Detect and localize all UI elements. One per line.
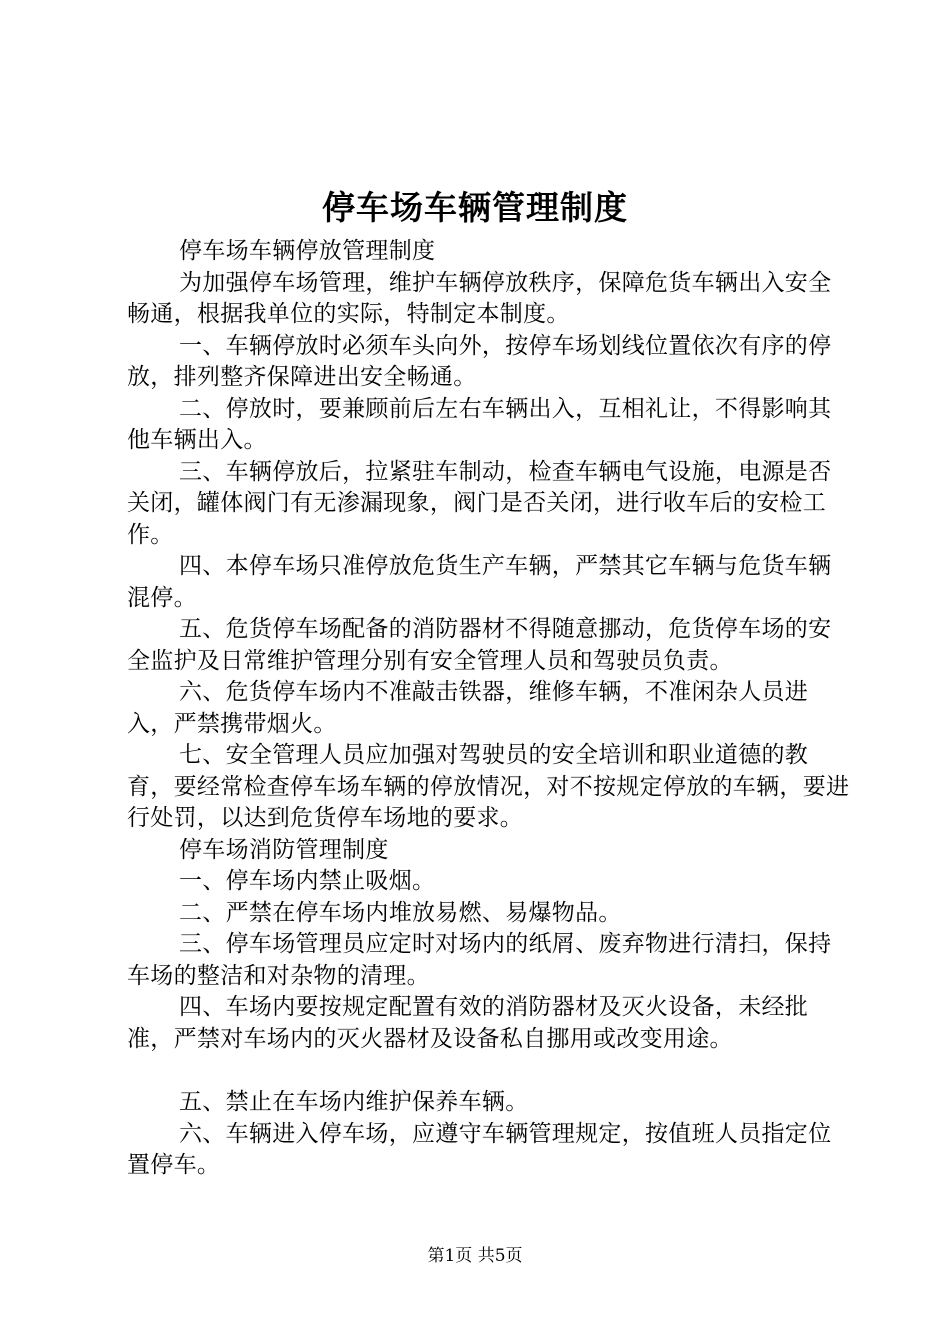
paragraph-rule-5: 五、危货停车场配备的消防器材不得随意挪动，危货停车场的安全监护及日常维护管理分别有安全管理人员和驾驶员负责。 — [127, 616, 832, 674]
paragraph-rule-3: 三、车辆停放后，拉紧驻车制动，检查车辆电气设施，电源是否关闭，罐体阀门有无渗漏现象，阀门是否关闭，进行收车后的安检工作。 — [127, 458, 832, 548]
document-title: 停车场车辆管理制度 — [322, 188, 628, 227]
paragraph-rule-1: 一、车辆停放时必须车头向外，按停车场划线位置依次有序的停放，排列整齐保障进出安全畅通。 — [127, 332, 832, 390]
section-heading-parking: 停车场车辆停放管理制度 — [179, 238, 436, 264]
paragraph-intro: 为加强停车场管理，维护车辆停放秩序，保障危货车辆出入安全畅通，根据我单位的实际，特制定本制度。 — [127, 269, 832, 327]
paragraph-fire-rule-2: 二、严禁在停车场内堆放易燃、易爆物品。 — [179, 899, 622, 926]
paragraph-fire-rule-4: 四、车场内要按规定配置有效的消防器材及灭火设备，未经批准，严禁对车场内的灭火器材及设备私自挪用或改变用途。 — [127, 994, 809, 1052]
paragraph-rule-7: 七、安全管理人员应加强对驾驶员的安全培训和职业道德的教育，要经常检查停车场车辆的停放情况，对不按规定停放的车辆，要进行处罚，以达到危货停车场地的要求。 — [127, 742, 850, 831]
document-body — [127, 236, 850, 1182]
paragraph-spacer — [127, 1055, 850, 1087]
section-heading-fire: 停车场消防管理制度 — [179, 836, 389, 863]
paragraph-fire-rule-5: 五、禁止在车场内维护保养车辆。 — [179, 1089, 529, 1115]
paragraph-rule-6: 六、危货停车场内不准敲击铁器，维修车辆，不准闲杂人员进入，严禁携带烟火。 — [127, 679, 809, 737]
paragraph-rule-4: 四、本停车场只准停放危货生产车辆，严禁其它车辆与危货车辆混停。 — [127, 553, 832, 611]
paragraph-fire-rule-3: 三、停车场管理员应定时对场内的纸屑、废弃物进行清扫，保持车场的整洁和对杂物的清理。 — [127, 931, 832, 989]
paragraph-fire-rule-6: 六、车辆进入停车场，应遵守车辆管理规定，按值班人员指定位置停车。 — [127, 1120, 832, 1178]
page-footer: 第1页 共5页 — [427, 1246, 523, 1266]
paragraph-rule-2: 二、停放时，要兼顾前后左右车辆出入，互相礼让，不得影响其他车辆出入。 — [127, 395, 832, 453]
paragraph-fire-rule-1: 一、停车场内禁止吸烟。 — [179, 868, 436, 894]
